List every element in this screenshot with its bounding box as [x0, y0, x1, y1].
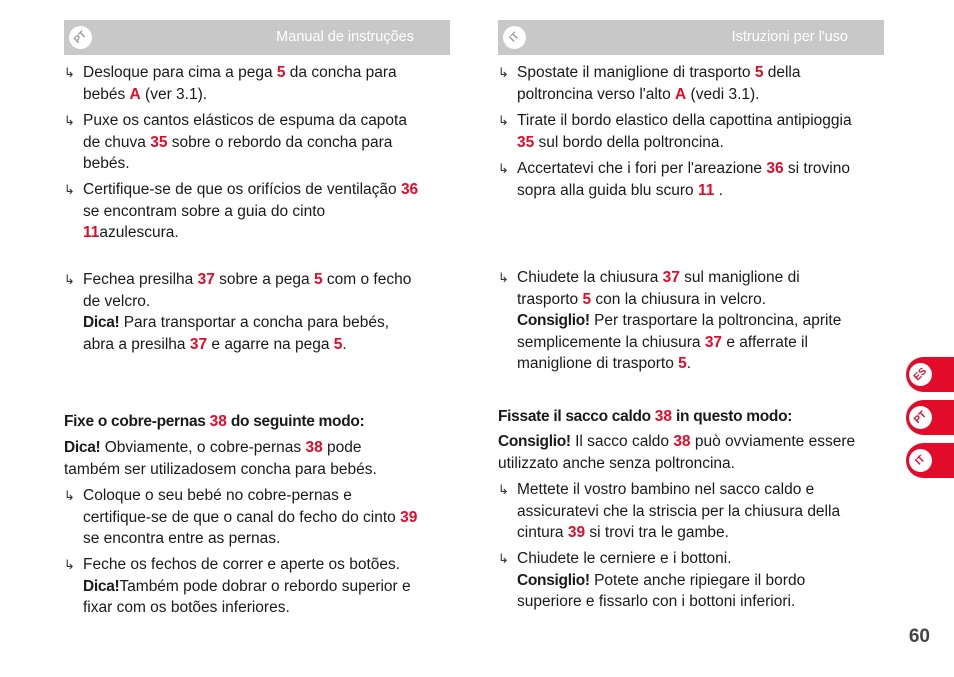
instruction-it-2: ↳ Tirate il bordo elastico della capottina antipioggia 35 sul bordo della poltroncina. [498, 112, 852, 151]
bullet-arrow-icon: ↳ [498, 161, 509, 176]
side-tab-es[interactable]: ES [906, 357, 954, 392]
column-italian [498, 20, 884, 610]
subheading-pt: Fixe o cobre-pernas 38 do seguinte modo: [64, 413, 365, 430]
instruction-it-4: ↳ Chiudete la chiusura 37 sul maniglione di trasporto 5 con la chiusura in velcro. Consiglio! Per trasportare la poltroncina, aprite semplicemente la chiusura 37 e afferrate il maniglione di trasporto 5. [498, 269, 842, 372]
column-portuguese [64, 20, 450, 616]
bullet-arrow-icon: ↳ [64, 182, 75, 197]
instruction-it-6: ↳ Chiudete le cerniere e i bottoni. Consiglio! Potete anche ripiegare il bordo superiore e fissarlo con i bottoni inferiori. [498, 550, 806, 610]
subheading-it: Fissate il sacco caldo 38 in questo modo: [498, 408, 793, 425]
bullet-arrow-icon: ↳ [64, 113, 75, 128]
instruction-pt-1: ↳ Desloque para cima a pega 5 da concha para bebés A (ver 3.1). [64, 64, 397, 103]
language-badge-pt: PT [64, 21, 97, 54]
instruction-pt-5: ↳ Coloque o seu bebé no cobre-pernas e certifique-se de que o canal do fecho do cinto 39 se encontra entre as pernas. [64, 487, 418, 547]
instruction-it-1: ↳ Spostate il maniglione di trasporto 5 della poltroncina verso l'alto A (vedi 3.1). [498, 64, 801, 103]
page-number: 60 [908, 626, 930, 647]
bullet-arrow-icon: ↳ [64, 557, 75, 572]
bullet-arrow-icon: ↳ [64, 272, 75, 287]
header-title-it: Istruzioni per l'uso [731, 29, 848, 45]
instruction-pt-3: ↳ Certifique-se de que os orifícios de ventilação 36 se encontram sobre a guia do cinto 11azulescura. [64, 181, 419, 241]
bullet-arrow-icon: ↳ [64, 65, 75, 80]
section-header-it [498, 20, 884, 55]
instruction-pt-6: ↳ Feche os fechos de correr e aperte os botões. Dica!Também pode dobrar o rebordo superior e fixar com os botões inferiores. [64, 556, 411, 616]
bullet-arrow-icon: ↳ [498, 113, 509, 128]
header-title-pt: Manual de instruções [276, 29, 414, 45]
side-tab-pt[interactable]: PT [906, 400, 954, 435]
instruction-pt-4: ↳ Fechea presilha 37 sobre a pega 5 com o fecho de velcro. Dica! Para transportar a concha para bebés, abra a presilha 37 e agarre na pega 5. [64, 271, 412, 353]
tip-paragraph-pt: Dica! Obviamente, o cobre-pernas 38 pode também ser utilizadosem concha para bebés. [64, 439, 377, 478]
bullet-arrow-icon: ↳ [498, 65, 509, 80]
instruction-it-3: ↳ Accertatevi che i fori per l'areazione 36 si trovino sopra alla guida blu scuro 11 . [498, 160, 850, 199]
instruction-pt-2: ↳ Puxe os cantos elásticos de espuma da capota de chuva 35 sobre o rebordo da concha para bebés. [64, 112, 407, 172]
language-badge-it: IT [498, 21, 531, 54]
bullet-arrow-icon: ↳ [498, 482, 509, 497]
bullet-arrow-icon: ↳ [498, 270, 509, 285]
bullet-arrow-icon: ↳ [64, 488, 75, 503]
language-side-tabs [906, 357, 954, 486]
instruction-it-5: ↳ Mettete il vostro bambino nel sacco caldo e assicuratevi che la striscia per la chiusura della cintura 39 si trovi tra le gambe. [498, 481, 841, 541]
tip-paragraph-it: Consiglio! Il sacco caldo 38 può ovviamente essere utilizzato anche senza poltroncina. [498, 433, 856, 472]
side-tab-it[interactable]: IT [906, 443, 954, 478]
section-header-pt [64, 20, 450, 55]
bullet-arrow-icon: ↳ [498, 551, 509, 566]
